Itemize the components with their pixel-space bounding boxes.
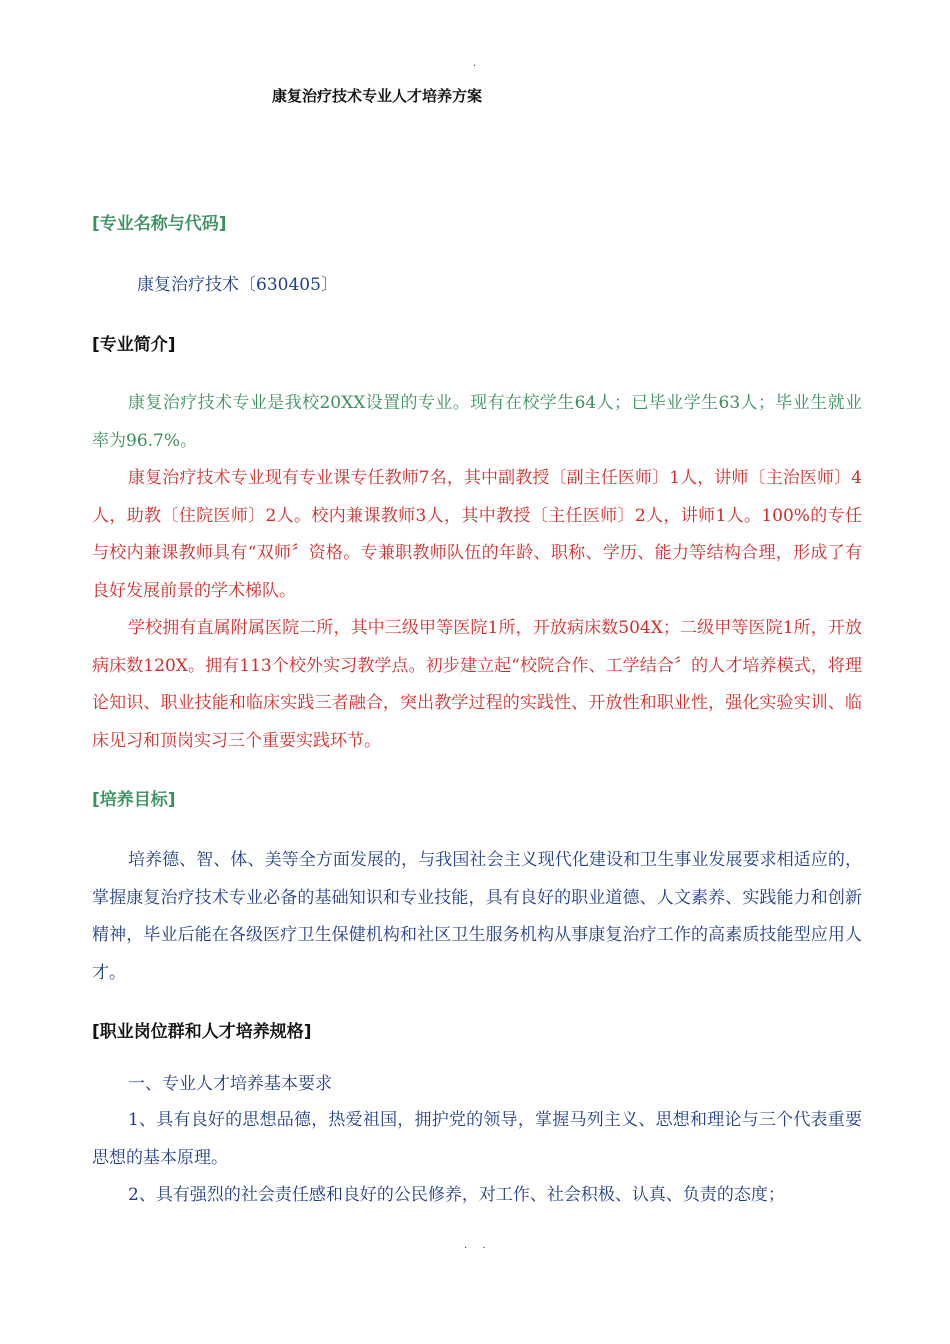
- heading-major-name: [专业名称与代码]: [92, 214, 227, 234]
- footer-mark: . .: [464, 1240, 492, 1251]
- career-item-1: 1、具有良好的思想品德，热爱祖国，拥护党的领导，掌握马列主义、思想和理论与三个代表重要思想的基本原理。: [92, 1110, 862, 1168]
- major-name-value: 康复治疗技术〔630405〕: [137, 275, 338, 295]
- document-title: 康复治疗技术专业人才培养方案: [272, 87, 483, 105]
- intro-paragraph-1: 康复治疗技术专业是我校20XX设置的专业。现有在校学生64人；已毕业学生63人；毕业生就业率为96.7%。: [92, 393, 862, 451]
- career-item-2: 2、具有强烈的社会责任感和良好的公民修养，对工作、社会积极、认真、负责的态度；: [128, 1185, 785, 1205]
- heading-intro: [专业简介]: [92, 335, 176, 355]
- heading-goal: [培养目标]: [92, 790, 176, 810]
- intro-paragraph-3: 学校拥有直属附属医院二所，其中三级甲等医院1所，开放病床数504X；二级甲等医院1所，开放病床数120X。拥有113个校外实习教学点。初步建立起“校院合作、工学结合〞的人才培养模式，将理论知识、职业技能和临床实践三者融合，突出教学过程的实践性、开放性和职业性，强化实验实训、临床见习和顶岗实习三个重要实践环节。: [92, 618, 862, 751]
- header-mark: .: [473, 58, 477, 69]
- career-subheading-1: 一、专业人才培养基本要求: [128, 1074, 332, 1094]
- intro-paragraph-2: 康复治疗技术专业现有专业课专任教师7名，其中副教授〔副主任医师〕1人，讲师〔主治医师〕4人，助教〔住院医师〕2人。校内兼课教师3人，其中教授〔主任医师〕2人，讲师1人。100%的专任与校内兼课教师具有“双师〞资格。专兼职教师队伍的年龄、职称、学历、能力等结构合理，形成了有良好发展前景的学术梯队。: [92, 468, 862, 601]
- heading-career: [职业岗位群和人才培养规格]: [92, 1022, 312, 1042]
- goal-paragraph: 培养德、智、体、美等全方面发展的，与我国社会主义现代化建设和卫生事业发展要求相适应的，掌握康复治疗技术专业必备的基础知识和专业技能，具有良好的职业道德、人文素养、实践能力和创新精神，毕业后能在各级医疗卫生保健机构和社区卫生服务机构从事康复治疗工作的高素质技能型应用人才。: [92, 850, 862, 983]
